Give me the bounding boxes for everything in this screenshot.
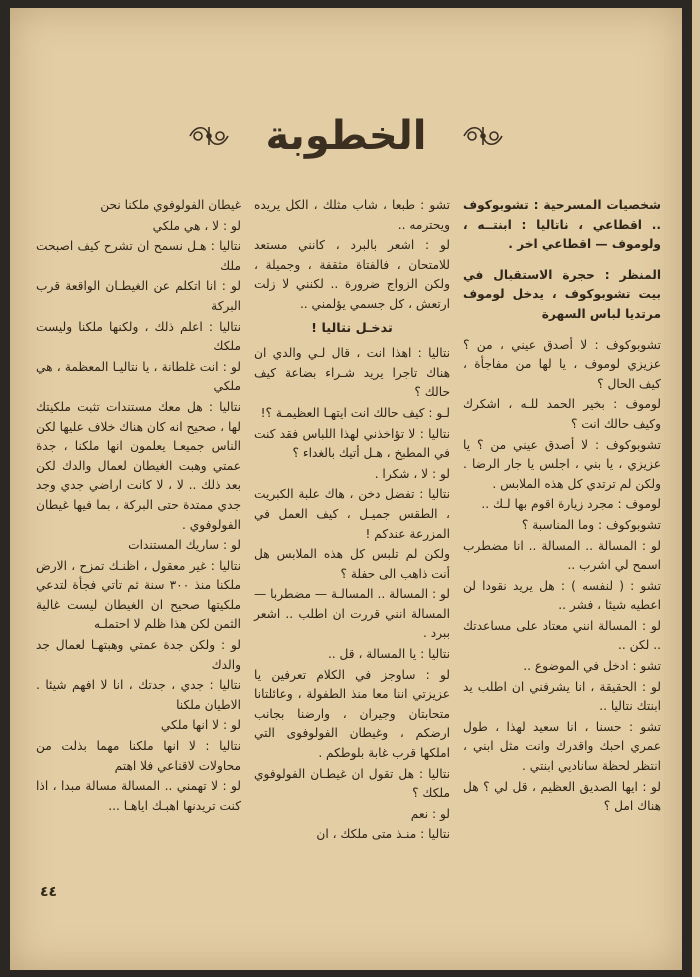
dialogue-line: لـو : كيف حالك انت ايتهـا العظيمـة ؟! <box>260 405 450 420</box>
dialogue-line: لو : ساوجز في الكلام تعرفين يا عزيزتي اننا معا منذ الطفولة ، وعائلتانا متحابتان وجيران ، وارضنا بجانب ارضكم ، وغيطان الفولوفوى التي املكها قرب غابة بلوطكم . <box>254 667 450 761</box>
dialogue-line: نتاليا : لا انها ملكنا مهما بذلت من محاولات لاقناعي فلا اهتم <box>36 739 241 773</box>
dialogue-line: لوموف : بخير الحمد للـه ، اشكرك وكيف حالك انت ؟ <box>463 397 661 431</box>
page-edge <box>692 0 700 977</box>
dialogue-line: لو : المسالة انني معتاد على مساعدتك .. لكن .. <box>463 618 661 653</box>
dialogue-line: لو : ولكن جدة عمتي وهبتهـا لعمال جد والدك <box>36 638 241 672</box>
dialogue-line: لو : المسالة .. المسالـة — مضطربا — المسالة انني قررت ان اطلب .. اشعر ببرد . <box>254 587 450 641</box>
dialogue-line: لو : لا ، شكرا . <box>374 466 450 481</box>
dialogue-line: نتاليا : تفضل دخن ، هاك علبة الكبريت ، الطقس جميـل ، كيف العمل في المزرعة عندكم ! <box>254 487 450 541</box>
dialogue-line: تشو : طبعا ، شاب مثلك ، الكل يريده ويحترمه .. <box>254 198 450 232</box>
dialogue-line: نتاليا : لا تؤاخذني لهذا اللباس فقد كنت في المطبخ ، هـل أتيك بالغداء ؟ <box>254 426 450 461</box>
dialogue-line: لوموف : مجرد زيارة اقوم بها لـك .. <box>481 497 661 512</box>
characters-list: شخصيات المسرحية : تشوبوكوف .. اقطاعي ، ناتاليا : ابنتــه ، ولوموف — اقطاعي اخر . <box>463 198 661 252</box>
dialogue-line: لو : اشعر بالبرد ، كانني مستعد للامتحان ، فالفتاة مثقفة ، وجميلة ، ولكن الزواج ضرورة .. لكنني لا زلت ارتعش ، كل جسمي يؤلمني .. <box>254 238 450 311</box>
dialogue-line: نتاليا : اهذا انت ، قال لـي والدي ان هناك تاجرا يريد شـراء بضاعة كيف حالك ؟ <box>254 346 450 400</box>
section-heading: تدخـل نتاليا ! <box>311 320 393 336</box>
dialogue-line: ولكن لم تلبس كل هذه الملابس هل أنت ذاهب الى حفلة ؟ <box>254 547 450 581</box>
page-title: الخطوبة <box>265 113 427 159</box>
scene-description: المنظر : حجرة الاستقبال في بيت تشوبوكوف ، يدخل لوموف مرتديا لباس السهرة <box>463 267 661 321</box>
text-column-left <box>36 196 241 817</box>
dialogue-line: تشو : ادخل في الموضوع .. <box>523 659 661 674</box>
dialogue-line: لو : ساريك المستندات <box>128 538 241 553</box>
document-page <box>10 8 682 970</box>
dialogue-line: نتاليا : جدي ، جدتك ، انا لا افهم شيئا . الاطيان ملكنا <box>36 678 241 712</box>
dialogue-line: لو : انت غلطانة ، يا نتاليـا المعظمة ، هي ملكي <box>36 359 241 394</box>
dialogue-line: تشو : حسنا ، انا سعيد لهذا ، طول عمري احبك واقدرك وانت مثل ابني ، انتظر لحظة ساناديي ابنتي . <box>463 719 661 774</box>
dialogue-line: تشوبوكوف : وما المناسبة ؟ <box>521 517 661 532</box>
dialogue-line: نتاليا : هل معك مستندات تثبت ملكيتك لها ، صحيح انه كان هناك خلاف عليها لكن الناس جميعـا يعلمون انها ملكنا ، جدة عمتي وهبت الغيطان لعمال والدك لكن بعد ذلك .. لا ، لا كانت اراضي جدي وجد جدي ممتدة حتى البركة ، بما فيها غيطان الفولوفوي . <box>36 399 241 532</box>
dialogue-line: نتاليا : منـذ متى ملكك ، ان <box>316 827 450 842</box>
scroll-ornament-icon <box>460 121 506 151</box>
dialogue-line: لو : لا ، هي ملكي <box>152 218 241 233</box>
dialogue-line: نتاليا : يا المسالة ، قل .. <box>327 647 450 662</box>
dialogue-line: غيطان الفولوفوي ملكنا نحن <box>100 198 241 212</box>
dialogue-line: نتاليا : غير معقول ، اظنـك تمزح ، الارض ملكنا منذ ٣٠٠ سنة ثم تاتي فجأة لتدعي ملكيتها صحيح ان الغيطان ليست غالية الثمن لكن هذا ظلم لا احتملـه <box>36 558 241 632</box>
dialogue-line: لو : المسالة .. المسالة .. انا مضطرب اسمح لي اشرب .. <box>463 538 661 573</box>
dialogue-line: نتاليا : اعلم ذلك ، ولكنها ملكنا وليست ملكك <box>36 319 241 354</box>
dialogue-line: تشوبوكوف : لا أصدق عيني ، من ؟ عزيزي لوموف ، يا لها من مفاجأة ، كيف الحال ؟ <box>463 337 661 391</box>
dialogue-line: نتاليا : هل تقول ان غيطـان الفولوفوي ملكك ؟ <box>254 766 450 801</box>
dialogue-line: لو : لا تهمني .. المسالة مسالة مبدا ، اذا كنت تريدنها اهبـك اياهـا ... <box>36 779 241 813</box>
dialogue-line: لو : انا اتكلم عن الغيطـان الواقعة قرب البركة <box>36 279 241 313</box>
dialogue-line: لو : نعم <box>410 806 450 821</box>
dialogue-line: لو : الحقيقة ، انا يشرفني ان اطلب يد ابنتك نتاليا .. <box>463 679 661 714</box>
dialogue-line: تشوبوكوف : لا أصدق عيني من ؟ يا عزيزي ، يا بني ، اجلس يا جار الرضا . ولكن لم ترتدي كل هذه الملابس . <box>463 437 661 491</box>
page-number: ٤٤ <box>40 884 58 900</box>
dialogue-line: تشو : ( لنفسه ) : هل يريد نقودا لن اعطيه شيئا ، فشر .. <box>463 578 661 613</box>
dialogue-line: نتاليا : هـل نسمح ان تشرح كيف اصبحت ملك <box>36 239 241 273</box>
text-column-middle <box>254 196 450 846</box>
title-banner <box>10 106 682 166</box>
scroll-ornament-icon <box>186 121 232 151</box>
text-column-right <box>463 196 661 818</box>
dialogue-line: لو : ايها الصديق العظيم ، قل لي ؟ هل هناك امل ؟ <box>463 779 661 814</box>
dialogue-line: لو : لا انها ملكي <box>160 718 241 733</box>
